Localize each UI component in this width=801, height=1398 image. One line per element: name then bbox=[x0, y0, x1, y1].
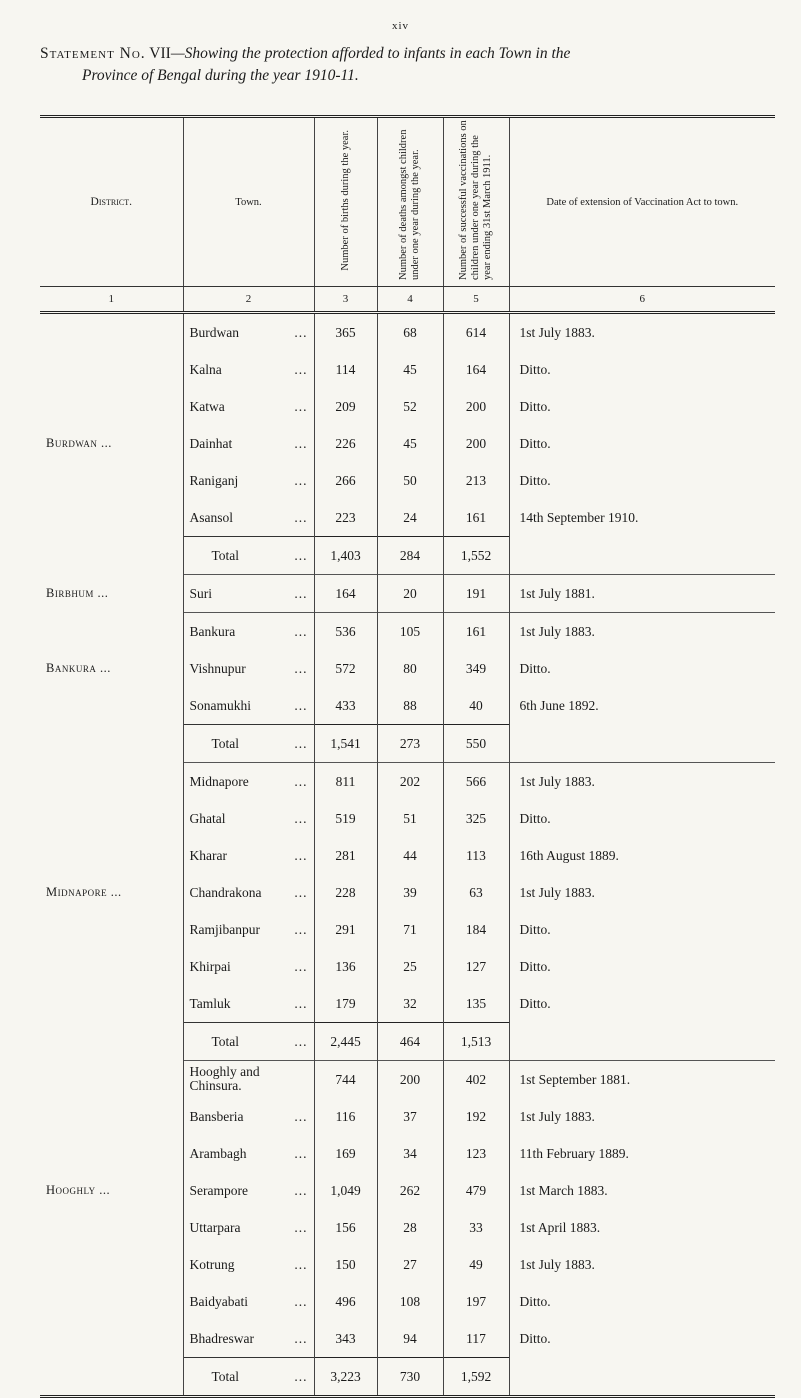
town-cell bbox=[183, 985, 314, 1023]
date-cell bbox=[509, 537, 775, 575]
total-row bbox=[40, 1023, 775, 1061]
leader-dots: ... bbox=[294, 810, 308, 826]
district-cell bbox=[40, 351, 183, 388]
deaths-cell: 50 bbox=[377, 462, 443, 499]
town-cell bbox=[183, 313, 314, 352]
table-row bbox=[40, 650, 775, 687]
table-row bbox=[40, 911, 775, 948]
table-row bbox=[40, 1209, 775, 1246]
date-cell: Ditto. bbox=[509, 425, 775, 462]
date-cell: 1st July 1883. bbox=[509, 613, 775, 651]
total-row bbox=[40, 537, 775, 575]
date-cell: Ditto. bbox=[509, 911, 775, 948]
town-name: Suri bbox=[189, 585, 213, 601]
births-cell: 209 bbox=[314, 388, 377, 425]
births-cell: 169 bbox=[314, 1135, 377, 1172]
vaccinations-cell: 33 bbox=[443, 1209, 509, 1246]
col-header-births bbox=[314, 117, 377, 287]
vaccinations-cell: 1,552 bbox=[443, 537, 509, 575]
district-cell bbox=[40, 313, 183, 352]
vaccinations-cell: 197 bbox=[443, 1283, 509, 1320]
births-cell: 519 bbox=[314, 800, 377, 837]
leader-dots: ... bbox=[294, 324, 308, 340]
births-cell: 433 bbox=[314, 687, 377, 725]
district-cell bbox=[40, 1098, 183, 1135]
town-cell bbox=[183, 1098, 314, 1135]
leader-dots: ... bbox=[294, 847, 308, 863]
deaths-cell: 71 bbox=[377, 911, 443, 948]
births-cell: 572 bbox=[314, 650, 377, 687]
town-name: Bhadreswar bbox=[189, 1330, 254, 1346]
deaths-cell: 51 bbox=[377, 800, 443, 837]
date-cell: Ditto. bbox=[509, 948, 775, 985]
deaths-cell: 34 bbox=[377, 1135, 443, 1172]
date-cell: 1st March 1883. bbox=[509, 1172, 775, 1209]
col-number: 4 bbox=[377, 287, 443, 313]
town-cell bbox=[183, 388, 314, 425]
town-cell bbox=[183, 874, 314, 911]
total-label-cell bbox=[183, 1358, 314, 1397]
date-cell: Ditto. bbox=[509, 800, 775, 837]
district-cell bbox=[40, 1135, 183, 1172]
leader-dots: ... bbox=[294, 958, 308, 974]
district-cell: Burdwan ... bbox=[46, 436, 112, 450]
col-header-deaths bbox=[377, 117, 443, 287]
vaccinations-cell: 135 bbox=[443, 985, 509, 1023]
town-cell bbox=[183, 687, 314, 725]
vaccinations-cell: 191 bbox=[443, 575, 509, 613]
vaccinations-cell: 479 bbox=[443, 1172, 509, 1209]
town-name: Sonamukhi bbox=[189, 697, 252, 713]
deaths-cell: 262 bbox=[377, 1172, 443, 1209]
table-row bbox=[40, 499, 775, 537]
town-name: Serampore bbox=[189, 1182, 248, 1198]
date-cell: Ditto. bbox=[509, 985, 775, 1023]
total-label: Total bbox=[211, 735, 240, 751]
vaccinations-cell: 161 bbox=[443, 499, 509, 537]
date-cell bbox=[509, 1023, 775, 1061]
date-cell: 11th February 1889. bbox=[509, 1135, 775, 1172]
leader-dots: ... bbox=[294, 1108, 308, 1124]
deaths-cell: 273 bbox=[377, 725, 443, 763]
town-name: Khirpai bbox=[189, 958, 231, 974]
town-name: Arambagh bbox=[189, 1145, 247, 1161]
town-cell bbox=[183, 499, 314, 537]
deaths-cell: 108 bbox=[377, 1283, 443, 1320]
district-cell bbox=[40, 1061, 183, 1099]
table-row bbox=[40, 1320, 775, 1358]
vaccinations-cell: 200 bbox=[443, 425, 509, 462]
col-number: 2 bbox=[183, 287, 314, 313]
statement-title bbox=[40, 43, 770, 87]
leader-dots: ... bbox=[294, 398, 308, 414]
births-cell: 226 bbox=[314, 425, 377, 462]
district-cell bbox=[40, 613, 183, 651]
leader-dots: ... bbox=[294, 361, 308, 377]
deaths-cell: 52 bbox=[377, 388, 443, 425]
vaccinations-cell: 614 bbox=[443, 313, 509, 352]
statement-label: Statement No. bbox=[40, 45, 146, 62]
col-header-deaths-text: Number of deaths amongst children under one year during the year. bbox=[398, 129, 421, 280]
births-cell: 114 bbox=[314, 351, 377, 388]
leader-dots: ... bbox=[294, 735, 308, 751]
town-cell bbox=[183, 800, 314, 837]
town-name: Asansol bbox=[189, 509, 233, 525]
town-cell bbox=[183, 763, 314, 801]
vaccinations-cell: 566 bbox=[443, 763, 509, 801]
district-cell bbox=[40, 388, 183, 425]
date-cell: Ditto. bbox=[509, 462, 775, 499]
vaccinations-cell: 40 bbox=[443, 687, 509, 725]
total-label-cell bbox=[183, 725, 314, 763]
vaccinations-cell: 213 bbox=[443, 462, 509, 499]
date-cell: 1st July 1883. bbox=[509, 874, 775, 911]
vaccinations-cell: 49 bbox=[443, 1246, 509, 1283]
date-cell: Ditto. bbox=[509, 1320, 775, 1358]
deaths-cell: 464 bbox=[377, 1023, 443, 1061]
vaccinations-cell: 402 bbox=[443, 1061, 509, 1099]
col-number: 1 bbox=[40, 287, 183, 313]
deaths-cell: 45 bbox=[377, 351, 443, 388]
deaths-cell: 94 bbox=[377, 1320, 443, 1358]
date-cell: 1st April 1883. bbox=[509, 1209, 775, 1246]
table-row bbox=[40, 1135, 775, 1172]
district-cell bbox=[40, 1023, 183, 1061]
table-row bbox=[40, 425, 775, 462]
town-cell bbox=[183, 462, 314, 499]
deaths-cell: 27 bbox=[377, 1246, 443, 1283]
births-cell: 2,445 bbox=[314, 1023, 377, 1061]
total-row bbox=[40, 725, 775, 763]
births-cell: 228 bbox=[314, 874, 377, 911]
leader-dots: ... bbox=[294, 697, 308, 713]
deaths-cell: 44 bbox=[377, 837, 443, 874]
births-cell: 744 bbox=[314, 1061, 377, 1099]
district-cell bbox=[40, 462, 183, 499]
col-header-district: District. bbox=[40, 117, 183, 287]
date-cell: Ditto. bbox=[509, 388, 775, 425]
town-name: Midnapore bbox=[189, 773, 249, 789]
town-cell bbox=[183, 351, 314, 388]
date-cell: Ditto. bbox=[509, 1283, 775, 1320]
town-name: Bankura bbox=[189, 623, 236, 639]
deaths-cell: 68 bbox=[377, 313, 443, 352]
town-cell bbox=[183, 425, 314, 462]
births-cell: 1,049 bbox=[314, 1172, 377, 1209]
births-cell: 136 bbox=[314, 948, 377, 985]
date-cell: 16th August 1889. bbox=[509, 837, 775, 874]
deaths-cell: 32 bbox=[377, 985, 443, 1023]
leader-dots: ... bbox=[294, 884, 308, 900]
town-cell bbox=[183, 575, 314, 613]
date-cell bbox=[509, 725, 775, 763]
district-cell bbox=[40, 1246, 183, 1283]
births-cell: 291 bbox=[314, 911, 377, 948]
leader-dots: ... bbox=[294, 1330, 308, 1346]
town-cell bbox=[183, 911, 314, 948]
deaths-cell: 105 bbox=[377, 613, 443, 651]
statement-number: VII bbox=[149, 45, 171, 62]
leader-dots: ... bbox=[294, 509, 308, 525]
leader-dots: ... bbox=[294, 472, 308, 488]
leader-dots: ... bbox=[294, 435, 308, 451]
leader-dots: ... bbox=[294, 660, 308, 676]
vaccinations-cell: 164 bbox=[443, 351, 509, 388]
births-cell: 3,223 bbox=[314, 1358, 377, 1397]
table-row bbox=[40, 575, 775, 613]
town-name: Kharar bbox=[189, 847, 227, 863]
table-row bbox=[40, 763, 775, 801]
deaths-cell: 202 bbox=[377, 763, 443, 801]
town-name: Vishnupur bbox=[189, 660, 246, 676]
table-row bbox=[40, 1283, 775, 1320]
vaccinations-cell: 192 bbox=[443, 1098, 509, 1135]
date-cell: 1st July 1883. bbox=[509, 313, 775, 352]
table-row bbox=[40, 800, 775, 837]
vaccinations-cell: 123 bbox=[443, 1135, 509, 1172]
leader-dots: ... bbox=[294, 1293, 308, 1309]
births-cell: 1,403 bbox=[314, 537, 377, 575]
vaccinations-cell: 161 bbox=[443, 613, 509, 651]
district-cell bbox=[40, 1283, 183, 1320]
col-number: 3 bbox=[314, 287, 377, 313]
table-row bbox=[40, 1246, 775, 1283]
deaths-cell: 88 bbox=[377, 687, 443, 725]
district-cell bbox=[40, 800, 183, 837]
town-cell bbox=[183, 650, 314, 687]
town-name: Hooghly and Chinsura. bbox=[189, 1064, 260, 1093]
deaths-cell: 28 bbox=[377, 1209, 443, 1246]
date-cell: 1st July 1883. bbox=[509, 1098, 775, 1135]
col-header-births-text: Number of births during the year. bbox=[339, 129, 351, 271]
total-row bbox=[40, 1358, 775, 1397]
births-cell: 365 bbox=[314, 313, 377, 352]
leader-dots: ... bbox=[294, 921, 308, 937]
statement-table bbox=[40, 115, 775, 1398]
vaccinations-cell: 63 bbox=[443, 874, 509, 911]
table-row bbox=[40, 462, 775, 499]
table-row bbox=[40, 388, 775, 425]
leader-dots: ... bbox=[294, 1182, 308, 1198]
district-cell bbox=[40, 537, 183, 575]
town-cell bbox=[183, 837, 314, 874]
vaccinations-cell: 550 bbox=[443, 725, 509, 763]
district-cell bbox=[40, 837, 183, 874]
district-cell bbox=[40, 1209, 183, 1246]
town-cell bbox=[183, 1246, 314, 1283]
district-cell bbox=[40, 1358, 183, 1397]
district-cell: Birbhum ... bbox=[46, 586, 109, 600]
statement-text-line2: Province of Bengal during the year 1910-11. bbox=[82, 67, 359, 84]
deaths-cell: 25 bbox=[377, 948, 443, 985]
leader-dots: ... bbox=[294, 995, 308, 1011]
date-cell: 1st July 1881. bbox=[509, 575, 775, 613]
col-number: 6 bbox=[509, 287, 775, 313]
town-cell bbox=[183, 1172, 314, 1209]
deaths-cell: 45 bbox=[377, 425, 443, 462]
leader-dots: ... bbox=[294, 1145, 308, 1161]
table-row bbox=[40, 948, 775, 985]
date-cell: Ditto. bbox=[509, 351, 775, 388]
vaccinations-cell: 349 bbox=[443, 650, 509, 687]
date-cell: 6th June 1892. bbox=[509, 687, 775, 725]
vaccinations-cell: 325 bbox=[443, 800, 509, 837]
deaths-cell: 24 bbox=[377, 499, 443, 537]
col-header-vaccinations bbox=[443, 117, 509, 287]
district-cell bbox=[40, 985, 183, 1023]
leader-dots: ... bbox=[294, 1219, 308, 1235]
births-cell: 116 bbox=[314, 1098, 377, 1135]
district-cell bbox=[40, 1320, 183, 1358]
town-cell bbox=[183, 1061, 314, 1099]
col-header-date: Date of extension of Vaccination Act to town. bbox=[509, 117, 775, 287]
district-cell bbox=[40, 687, 183, 725]
town-name: Tamluk bbox=[189, 995, 231, 1011]
leader-dots: ... bbox=[294, 773, 308, 789]
town-cell bbox=[183, 1320, 314, 1358]
total-label: Total bbox=[211, 1368, 240, 1384]
leader-dots: ... bbox=[294, 585, 308, 601]
district-cell bbox=[40, 948, 183, 985]
leader-dots: ... bbox=[294, 1368, 308, 1384]
vaccinations-cell: 1,513 bbox=[443, 1023, 509, 1061]
births-cell: 496 bbox=[314, 1283, 377, 1320]
date-cell: 14th September 1910. bbox=[509, 499, 775, 537]
town-name: Ramjibanpur bbox=[189, 921, 260, 937]
date-cell: 1st July 1883. bbox=[509, 1246, 775, 1283]
deaths-cell: 284 bbox=[377, 537, 443, 575]
table-row bbox=[40, 985, 775, 1023]
vaccinations-cell: 184 bbox=[443, 911, 509, 948]
town-cell bbox=[183, 948, 314, 985]
births-cell: 343 bbox=[314, 1320, 377, 1358]
leader-dots: ... bbox=[294, 1256, 308, 1272]
table-row bbox=[40, 874, 775, 911]
district-cell bbox=[40, 763, 183, 801]
births-cell: 150 bbox=[314, 1246, 377, 1283]
district-cell: Hooghly ... bbox=[46, 1183, 111, 1197]
births-cell: 536 bbox=[314, 613, 377, 651]
table-row bbox=[40, 837, 775, 874]
town-name: Uttarpara bbox=[189, 1219, 241, 1235]
district-cell: Midnapore ... bbox=[46, 885, 122, 899]
town-name: Raniganj bbox=[189, 472, 239, 488]
table-body bbox=[40, 313, 775, 1397]
total-label-cell bbox=[183, 537, 314, 575]
table-row bbox=[40, 687, 775, 725]
total-label: Total bbox=[211, 1033, 240, 1049]
table-row bbox=[40, 313, 775, 352]
births-cell: 281 bbox=[314, 837, 377, 874]
table-row bbox=[40, 1098, 775, 1135]
town-name: Kalna bbox=[189, 361, 222, 377]
date-cell: Ditto. bbox=[509, 650, 775, 687]
births-cell: 266 bbox=[314, 462, 377, 499]
district-cell bbox=[40, 499, 183, 537]
date-cell bbox=[509, 1358, 775, 1397]
births-cell: 811 bbox=[314, 763, 377, 801]
leader-dots: ... bbox=[294, 1033, 308, 1049]
page-number: xiv bbox=[391, 20, 410, 32]
col-header-vaccinations-text: Number of successful vaccinations on children under one year during the year ending 31st March 1911. bbox=[458, 120, 493, 280]
vaccinations-cell: 117 bbox=[443, 1320, 509, 1358]
total-label: Total bbox=[211, 547, 240, 563]
town-cell bbox=[183, 1209, 314, 1246]
col-number: 5 bbox=[443, 287, 509, 313]
table-row bbox=[40, 351, 775, 388]
town-name: Baidyabati bbox=[189, 1293, 248, 1309]
vaccinations-cell: 113 bbox=[443, 837, 509, 874]
births-cell: 1,541 bbox=[314, 725, 377, 763]
town-cell bbox=[183, 1283, 314, 1320]
leader-dots: ... bbox=[294, 623, 308, 639]
births-cell: 156 bbox=[314, 1209, 377, 1246]
town-name: Kotrung bbox=[189, 1256, 235, 1272]
statement-text-line1: —Showing the protection afforded to infants in each Town in the bbox=[170, 45, 571, 62]
town-name: Dainhat bbox=[189, 435, 233, 451]
col-header-town: Town. bbox=[183, 117, 314, 287]
vaccinations-cell: 200 bbox=[443, 388, 509, 425]
town-name: Ghatal bbox=[189, 810, 226, 826]
town-name: Burdwan bbox=[189, 324, 239, 340]
district-cell: Bankura ... bbox=[46, 661, 111, 675]
date-cell: 1st July 1883. bbox=[509, 763, 775, 801]
district-cell bbox=[40, 725, 183, 763]
births-cell: 179 bbox=[314, 985, 377, 1023]
town-cell bbox=[183, 613, 314, 651]
deaths-cell: 37 bbox=[377, 1098, 443, 1135]
deaths-cell: 730 bbox=[377, 1358, 443, 1397]
table-row bbox=[40, 1172, 775, 1209]
table-row bbox=[40, 613, 775, 651]
deaths-cell: 20 bbox=[377, 575, 443, 613]
town-name: Chandrakona bbox=[189, 884, 262, 900]
town-cell bbox=[183, 1135, 314, 1172]
vaccinations-cell: 127 bbox=[443, 948, 509, 985]
births-cell: 223 bbox=[314, 499, 377, 537]
deaths-cell: 200 bbox=[377, 1061, 443, 1099]
deaths-cell: 39 bbox=[377, 874, 443, 911]
leader-dots: ... bbox=[294, 547, 308, 563]
town-name: Katwa bbox=[189, 398, 225, 414]
district-cell bbox=[40, 911, 183, 948]
births-cell: 164 bbox=[314, 575, 377, 613]
table-row bbox=[40, 1061, 775, 1099]
deaths-cell: 80 bbox=[377, 650, 443, 687]
date-cell: 1st September 1881. bbox=[509, 1061, 775, 1099]
town-name: Bansberia bbox=[189, 1108, 244, 1124]
total-label-cell bbox=[183, 1023, 314, 1061]
vaccinations-cell: 1,592 bbox=[443, 1358, 509, 1397]
